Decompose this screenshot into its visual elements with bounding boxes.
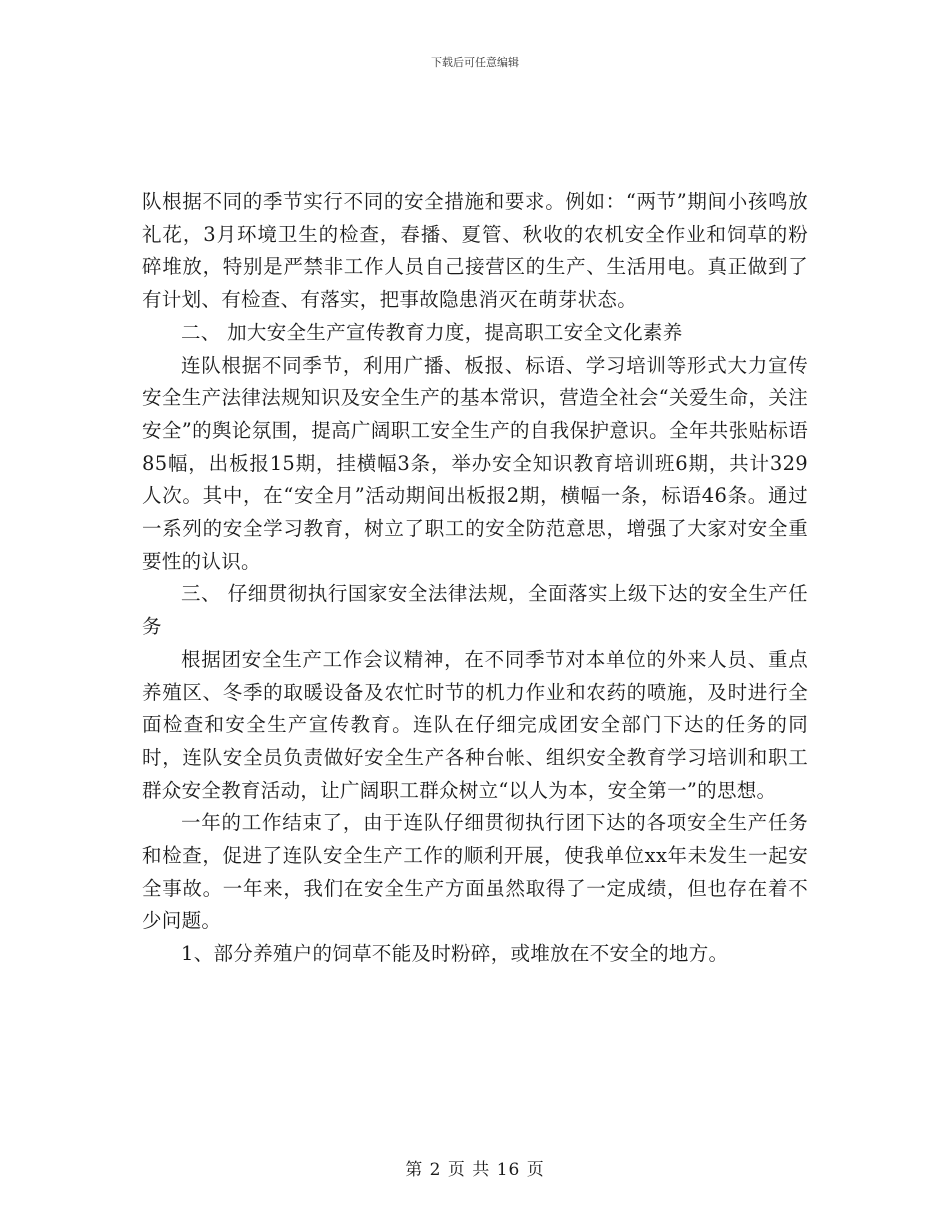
paragraph-1: 队根据不同的季节实行不同的安全措施和要求。例如：“两节”期间小孩鸣放礼花，3月环境卫生的检查，春播、夏管、秋收的农机安全作业和饲草的粉碎堆放，特别是严禁非工作人员自己接营区的生产、生活用电。真正做到了有计划、有检查、有落实，把事故隐患消灭在萌芽状态。 <box>142 190 808 312</box>
section-heading-2: 二、 加大安全生产宣传教育力度，提高职工安全文化素养 <box>181 320 683 344</box>
page-footer: 第 2 页 共 16 页 <box>405 1160 545 1180</box>
document-body <box>142 186 808 971</box>
section-heading-3: 三、 仔细贯彻执行国家安全法律法规，全面落实上级下达的安全生产任务 <box>142 582 808 639</box>
paragraph-3: 连队根据不同季节，利用广播、板报、标语、学习培训等形式大力宣传安全生产法律法规知识及安全生产的基本常识，营造全社会“关爱生命，关注安全”的舆论氛围，提高广阔职工安全生产的自我保护意识。全年共张贴标语85幅，出板报15期，挂横幅3条，举办安全知识教育培训班6期，共计329人次。其中，在“安全月”活动期间出板报2期，横幅一条，标语46条。通过一系列的安全学习教育，树立了职工的安全防范意思，增强了大家对安全重要性的认识。 <box>142 353 808 573</box>
paragraph-5: 根据团安全生产工作会议精神，在不同季节对本单位的外来人员、重点养殖区、冬季的取暖设备及农忙时节的机力作业和农药的喷施，及时进行全面检查和安全生产宣传教育。连队在仔细完成团安全部门下达的任务的同时，连队安全员负责做好安全生产各种台帐、组织安全教育学习培训和职工群众安全教育活动，让广阔职工群众树立“以人为本，安全第一”的思想。 <box>142 647 808 802</box>
page-header: 下载后可任意编辑 <box>431 56 519 69</box>
paragraph-6: 一年的工作结束了，由于连队仔细贯彻执行团下达的各项安全生产任务和检查，促进了连队安全生产工作的顺利开展，使我单位xx年未发生一起安全事故。一年来，我们在安全生产方面虽然取得了一定成绩，但也存在着不少问题。 <box>142 811 808 933</box>
paragraph-7: 1、部分养殖户的饲草不能及时粉碎，或堆放在不安全的地方。 <box>181 942 729 966</box>
